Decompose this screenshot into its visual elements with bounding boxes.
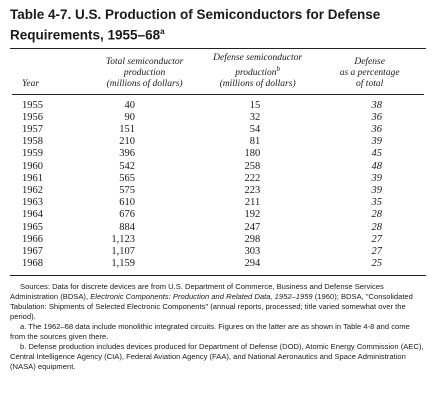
defense-percentage-cell: 48 [371,160,382,172]
sources-paragraph: Sources: Data for discrete devices are from U.S. Department of Commerce, Business and Defense Services Administration (BDSA), Electronic Components: Production and Related Data, 1952–1959 (1960); BDSA, "Consolidated Tabulation: Shipments of Selected Electronic Components" (annual reports, processed; title varied somewhat over the period). [10,281,413,321]
total-production-cell: 396 [119,148,135,160]
table-body [12,95,424,271]
defense-production-cell: 258 [244,160,261,172]
year-cell: 1959 [22,148,43,160]
header-row [12,49,424,94]
total-production-cell: 151 [119,124,135,136]
year-cell: 1965 [22,221,43,233]
title-line-2-text: Requirements, 1955–68 [10,27,161,43]
defense-percentage-cell: 39 [371,136,382,148]
total-production-cell: 1,107 [111,246,135,258]
total-production-header: Total semiconductor production (millions of dollars) [105,56,184,89]
table-row [12,124,424,136]
defense-production-header: Defense semiconductor production$^b$ (millions of dollars) [213,52,303,89]
defense-production-cell: 247 [244,221,261,233]
defense-percentage-cell: 39 [371,185,382,197]
defense-percentage-cell: 36 [371,124,382,136]
defense-percentage-cell: 35 [371,197,382,209]
data-table [12,49,424,271]
year-cell: 1966 [22,233,43,245]
year-cell: 1963 [22,197,43,209]
defense-production-cell: 298 [244,233,261,245]
year-cell: 1960 [22,160,43,172]
footnote-a: a. The 1962–68 data include monolithic integrated circuits. Figures on the latter are as shown in Table 4-8 and come from the sources given there. [10,321,410,341]
defense-production-cell: 32 [249,111,261,123]
total-production-cell: 610 [119,197,135,209]
defense-production-cell: 81 [249,136,261,148]
sources-notes [10,282,426,372]
defense-production-cell: 180 [244,148,261,160]
total-production-cell: 90 [124,111,135,123]
year-cell: 1958 [22,136,43,148]
year-cell: 1964 [22,209,43,221]
total-production-cell: 565 [119,172,135,184]
year-cell: 1957 [22,124,43,136]
defense-production-cell: 54 [249,124,261,136]
defense-percentage-cell: 28 [371,209,382,221]
defense-percentage-cell: 27 [371,246,382,258]
table-row [12,209,424,221]
year-cell: 1956 [22,111,43,123]
year-cell: 1967 [22,246,43,258]
total-production-cell: 1,123 [111,233,135,245]
defense-percentage-cell: 27 [371,233,382,245]
defense-production-cell: 294 [244,258,261,270]
year-cell: 1968 [22,258,43,270]
defense-production-cell: 223 [244,185,261,197]
defense-percentage-cell: 36 [371,111,382,123]
table-row [12,258,424,270]
table-row [12,185,424,197]
table-row [12,197,424,209]
defense-percentage-cell: 28 [371,221,382,233]
defense-production-cell: 211 [244,197,261,209]
footnote-b: b. Defense production includes devices produced for Department of Defense (DOD), Atomic Energy Commission (AEC), Central Intelligence Agency (CIA), Federal Aviation Agency (FAA), and National Aeronautics and Space Administration (NASA) equipment. [10,341,424,371]
year-cell: 1962 [22,185,43,197]
total-production-cell: 575 [119,185,135,197]
table-row [12,136,424,148]
total-production-cell: 884 [119,221,135,233]
table-row [12,246,424,258]
total-production-cell: 1,159 [111,258,135,270]
year-cell: 1955 [22,99,43,111]
title-line-2 [10,23,428,44]
title-line-1: Table 4-7. U.S. Production of Semiconductors for Defense [10,7,381,22]
table-row [12,148,424,160]
table-header [12,49,424,95]
year-header: Year [22,78,40,89]
title-note-marker: a [160,27,165,36]
defense-percentage-cell: 39 [371,172,382,184]
document-page [8,6,428,372]
defense-percentage-header: Defense as a percentage of total [339,56,400,89]
table-row [12,234,424,246]
table-row [12,95,424,112]
defense-production-cell: 222 [244,172,261,184]
table-row [12,161,424,173]
total-production-cell: 676 [119,209,135,221]
bottom-rule [10,275,426,276]
table-row [12,112,424,124]
year-cell: 1961 [22,172,43,184]
defense-production-cell: 303 [244,246,261,258]
defense-percentage-cell: 45 [371,148,382,160]
total-production-cell: 542 [119,160,135,172]
defense-percentage-cell: 38 [371,99,382,111]
defense-percentage-cell: 25 [371,258,382,270]
defense-production-cell: 192 [244,209,261,221]
total-production-cell: 210 [119,136,135,148]
total-production-cell: 40 [124,99,135,111]
table-title [10,6,428,44]
table-row [12,222,424,234]
table-row [12,173,424,185]
defense-production-cell: 15 [249,99,261,111]
